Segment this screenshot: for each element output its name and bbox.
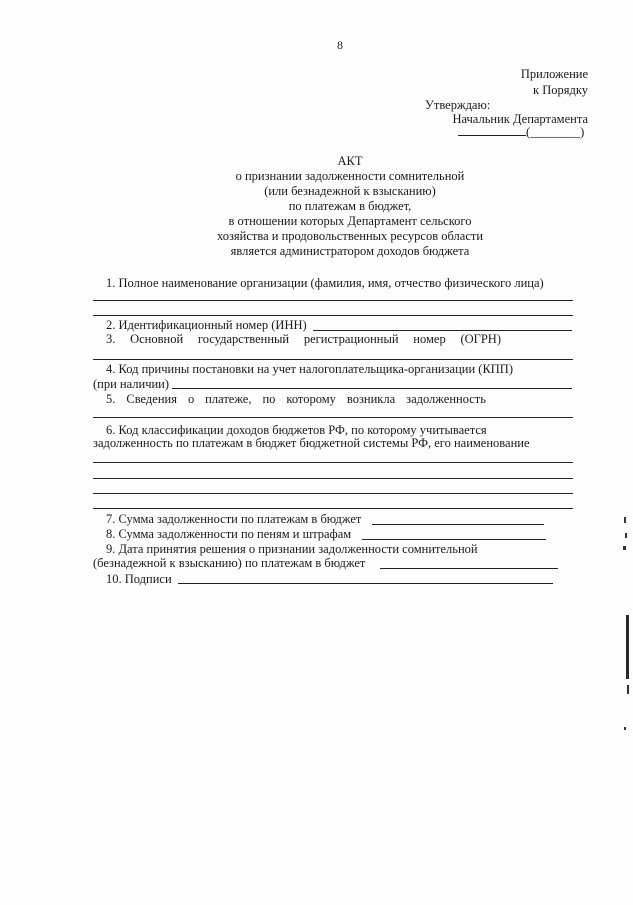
item-5-label: 5. Сведения о платеже, по которому возникла задолженность [106,392,486,406]
scan-mark [627,685,629,694]
item-7-fill-line[interactable] [372,524,544,525]
appendix-reference: к Порядку [533,83,588,97]
scan-mark [626,615,629,679]
signature-line [458,124,526,136]
item-6-fill-line[interactable] [93,508,573,509]
signature-name-placeholder: (________) [526,125,585,139]
appendix-label: Приложение [520,67,588,81]
item-10-label: 10. Подписи [106,572,172,586]
approve-label: Утверждаю: [425,98,491,112]
signature-field[interactable] [458,124,584,140]
scan-mark [623,546,626,550]
item-9-fill-line[interactable] [380,568,558,569]
item-8-fill-line[interactable] [362,539,546,540]
title-line: по платежам в бюджет, [288,199,412,213]
item-7-label: 7. Сумма задолженности по платежам в бюджет [106,512,362,526]
page-number: 8 [337,38,343,52]
item-1-fill-line[interactable] [93,300,573,301]
scan-mark [625,533,627,538]
approver-position: Начальник Департамента [452,112,588,126]
title-line: о признании задолженности сомнительной [235,169,465,183]
scan-mark [624,727,626,730]
item-1-label: 1. Полное наименование организации (фамилия, имя, отчество физического лица) [106,276,544,290]
item-2-fill-line[interactable] [313,330,572,331]
scan-mark [624,517,626,523]
item-4-label: 4. Код причины постановки на учет налогоплательщика-организации (КПП) [106,362,513,376]
item-8-label: 8. Сумма задолженности по пеням и штрафам [106,527,352,541]
item-6-fill-line[interactable] [93,493,573,494]
title-line: является администратором доходов бюджета [230,244,470,258]
title-line: хозяйства и продовольственных ресурсов области [216,229,484,243]
item-2-label: 2. Идентификационный номер (ИНН) [106,318,307,332]
title-heading: АКТ [337,154,363,168]
item-10-fill-line[interactable] [178,583,553,584]
item-6-label-continued: задолженность по платежам в бюджет бюджетной системы РФ, его наименование [93,436,530,450]
item-4-label-continued: (при наличии) [93,377,170,391]
document-title [200,154,500,259]
item-6-fill-line[interactable] [93,478,573,479]
item-4-fill-line[interactable] [172,388,572,389]
item-9-label-continued: (безнадежной к взысканию) по платежам в бюджет [93,556,366,570]
item-6-label: 6. Код классификации доходов бюджетов РФ, по которому учитывается [106,423,487,437]
item-5-fill-line[interactable] [93,417,573,418]
item-3-label: 3. Основной государственный регистрационный номер (ОГРН) [106,332,501,346]
title-line: в отношении которых Департамент сельского [228,214,472,228]
item-3-fill-line[interactable] [93,359,573,360]
title-line: (или безнадежной к взысканию) [264,184,436,198]
item-6-fill-line[interactable] [93,462,573,463]
item-9-label: 9. Дата принятия решения о признании задолженности сомнительной [106,542,478,556]
item-1-fill-line[interactable] [93,315,573,316]
